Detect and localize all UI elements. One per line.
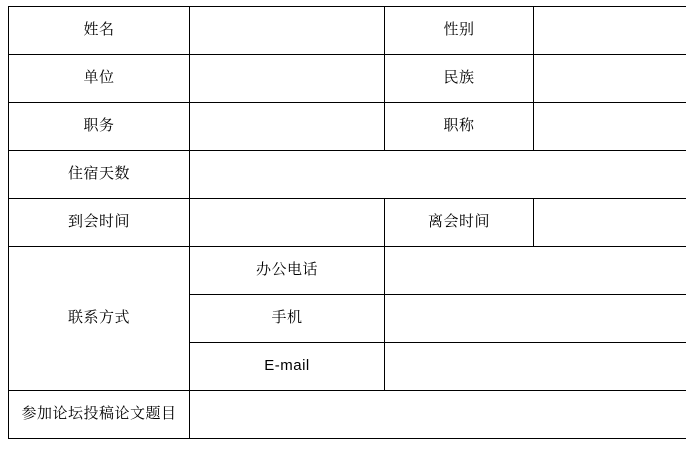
field-label-contact-methods: 联系方式 xyxy=(9,247,190,391)
field-value-departure-time[interactable] xyxy=(534,199,686,247)
table-body xyxy=(9,7,686,439)
field-value-office-phone[interactable] xyxy=(385,247,686,295)
field-label-paper-title: 参加论坛投稿论文题目 xyxy=(9,391,190,439)
table-row xyxy=(9,199,686,247)
field-label-email: E-mail xyxy=(190,343,385,391)
field-value-email[interactable] xyxy=(385,343,686,391)
field-value-gender[interactable] xyxy=(534,7,686,55)
table-row xyxy=(9,103,686,151)
field-label-office-phone: 办公电话 xyxy=(190,247,385,295)
field-label-lodging-days: 住宿天数 xyxy=(9,151,190,199)
field-value-organization[interactable] xyxy=(190,55,385,103)
table-row xyxy=(9,391,686,439)
field-label-mobile-phone: 手机 xyxy=(190,295,385,343)
field-label-arrival-time: 到会时间 xyxy=(9,199,190,247)
registration-form-table xyxy=(8,6,686,439)
field-value-name[interactable] xyxy=(190,7,385,55)
field-value-arrival-time[interactable] xyxy=(190,199,385,247)
field-value-mobile-phone[interactable] xyxy=(385,295,686,343)
document-page xyxy=(0,6,686,451)
field-label-name: 姓名 xyxy=(9,7,190,55)
table-row xyxy=(9,247,686,295)
field-value-lodging-days[interactable] xyxy=(190,151,686,199)
field-label-organization: 单位 xyxy=(9,55,190,103)
field-label-title: 职称 xyxy=(385,103,534,151)
field-value-position[interactable] xyxy=(190,103,385,151)
field-label-departure-time: 离会时间 xyxy=(385,199,534,247)
field-label-ethnicity: 民族 xyxy=(385,55,534,103)
table-row xyxy=(9,55,686,103)
field-value-paper-title[interactable] xyxy=(190,391,686,439)
table-row xyxy=(9,7,686,55)
field-value-ethnicity[interactable] xyxy=(534,55,686,103)
field-label-gender: 性别 xyxy=(385,7,534,55)
table-row xyxy=(9,151,686,199)
field-value-title[interactable] xyxy=(534,103,686,151)
field-label-position: 职务 xyxy=(9,103,190,151)
